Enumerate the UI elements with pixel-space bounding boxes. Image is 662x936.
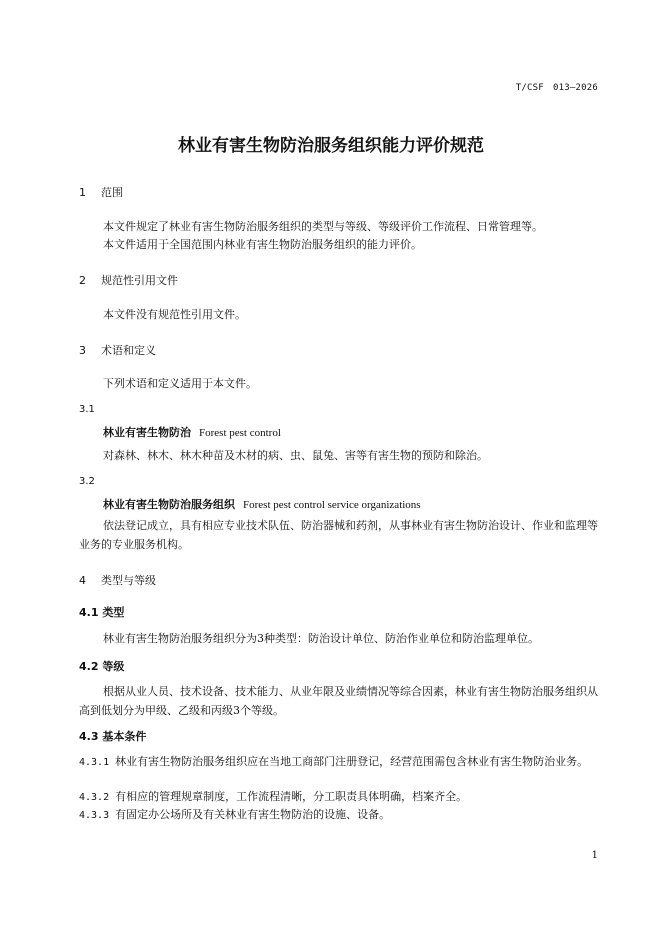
paragraph: 本文件适用于全国范围内林业有害生物防治服务组织的能力评价。 [103, 238, 422, 251]
term-definition: 依法登记成立，具有相应专业技术队伍、防治器械和药剂，从事林业有害生物防治设计、作业和监理等业务的专业服务机构。 [79, 519, 598, 551]
clause-number: 4.3.1 [79, 757, 110, 768]
paragraph: 林业有害生物防治服务组织分为3种类型：防治设计单位、防治作业单位和防治监理单位。 [103, 632, 539, 645]
term-number: 3.1 [79, 404, 95, 415]
paragraph: 本文件规定了林业有害生物防治服务组织的类型与等级、等级评价工作流程、日常管理等。 [103, 220, 543, 233]
clause-number: 4.3.3 [79, 810, 110, 821]
section-number: 3 [79, 344, 86, 357]
paragraph: 根据从业人员、技术设备、技术能力、从业年限及业绩情况等综合因素，林业有害生物防治服务组织从高到低划分为甲级、乙级和丙级3个等级。 [79, 685, 598, 717]
term-definition: 对森林、林木、林木种苗及木材的病、虫、鼠兔、害等有害生物的预防和除治。 [103, 449, 488, 462]
clause [79, 787, 599, 807]
term-heading [103, 424, 281, 440]
standard-number: T/CSF 013—2026 [515, 83, 598, 93]
subsection-heading: 4.1 类型 [79, 606, 125, 619]
subsection-heading: 4.2 等级 [79, 660, 125, 673]
section-3-heading [79, 342, 156, 358]
section-title: 类型与等级 [101, 574, 156, 587]
section-1-heading [79, 184, 123, 200]
document-title: 林业有害生物防治服务组织能力评价规范 [178, 136, 484, 156]
section-number: 2 [79, 274, 86, 287]
section-title: 术语和定义 [101, 344, 156, 357]
clause-number: 4.3.2 [79, 792, 110, 803]
section-title: 范围 [101, 186, 123, 199]
subsection-heading: 4.3 基本条件 [79, 730, 147, 743]
term-en: Forest pest control [199, 427, 281, 439]
term-heading [103, 496, 421, 512]
section-title: 规范性引用文件 [101, 274, 178, 287]
clause [79, 752, 599, 772]
paragraph: 本文件没有规范性引用文件。 [103, 308, 246, 321]
term-zh: 林业有害生物防治 [103, 426, 191, 439]
term-zh: 林业有害生物防治服务组织 [103, 498, 235, 511]
clause-text: 有相应的管理规章制度，工作流程清晰，分工职责具体明确，档案齐全。 [115, 790, 468, 803]
page-number: 1 [591, 850, 598, 861]
section-number: 4 [79, 574, 86, 587]
section-number: 1 [79, 186, 86, 199]
clause-text: 林业有害生物防治服务组织应在当地工商部门注册登记，经营范围需包含林业有害生物防治业务。 [115, 755, 589, 768]
term-en: Forest pest control service organizations [243, 499, 421, 511]
section-4-heading [79, 572, 156, 588]
term-number: 3.2 [79, 476, 95, 487]
clause-text: 有固定办公场所及有关林业有害生物防治的设施、设备。 [115, 808, 391, 821]
section-2-heading [79, 272, 178, 288]
clause [79, 805, 599, 825]
paragraph: 下列术语和定义适用于本文件。 [103, 377, 257, 390]
